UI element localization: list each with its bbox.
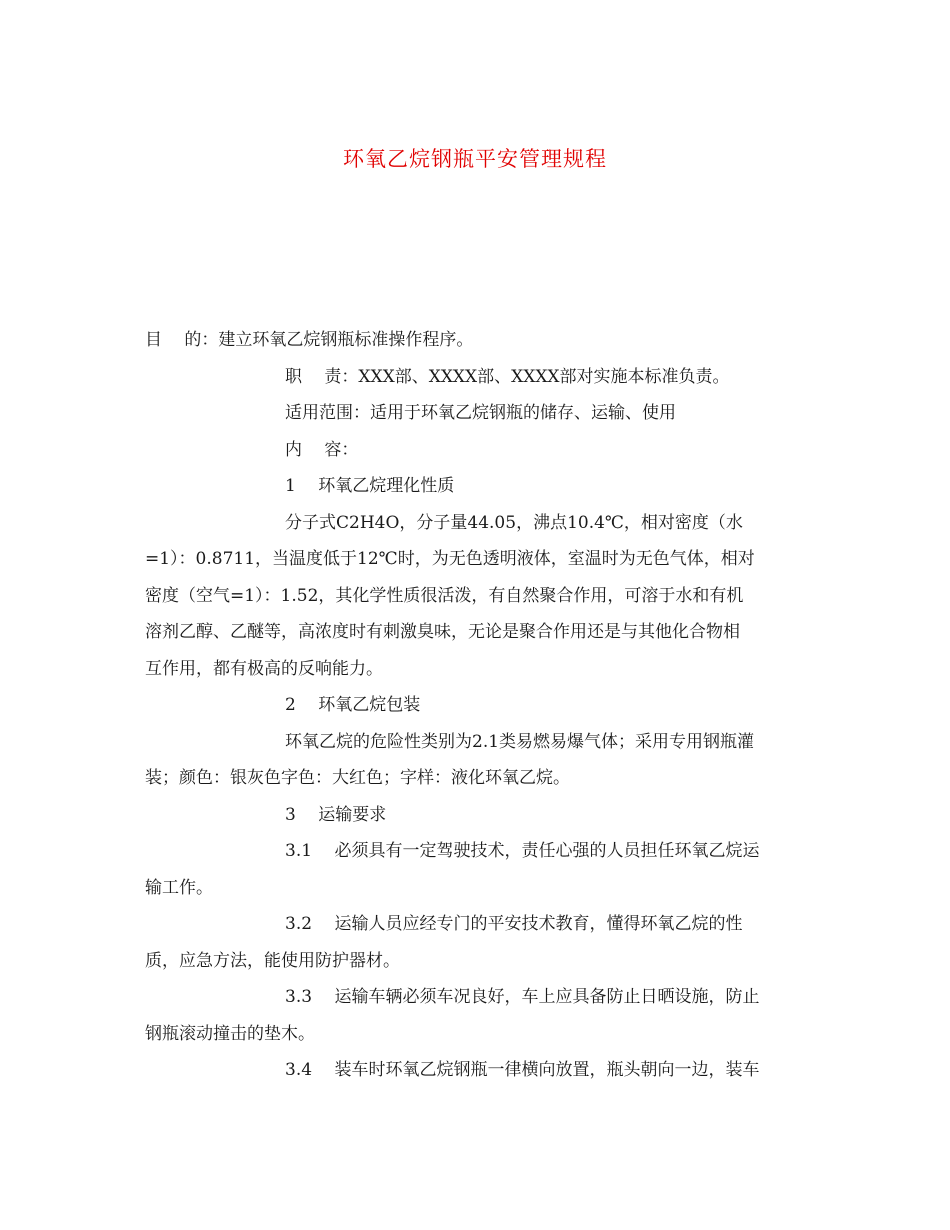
document-body: [145, 322, 805, 1089]
paragraph-line: 溶剂乙醇、乙醚等，高浓度时有刺激臭味，无论是聚合作用还是与其他化合物相: [145, 622, 740, 642]
document-title: 环氧乙烷钢瓶平安管理规程: [343, 147, 607, 171]
content-heading: 内 容：: [285, 439, 359, 460]
paragraph-line: 装；颜色：银灰色字色：大红色；字样：液化环氧乙烷。: [145, 768, 570, 788]
section-2-heading: 2 环氧乙烷包装: [285, 695, 421, 715]
section-1-heading: 1 环氧乙烷理化性质: [285, 476, 455, 496]
purpose-line: 目 的：建立环氧乙烷钢瓶标准操作程序。: [145, 330, 474, 350]
item-3-2-line: 3.2 运输人员应经专门的平安技术教育，懂得环氧乙烷的性: [285, 914, 743, 934]
paragraph-line: 分子式C2H4O，分子量44.05，沸点10.4℃，相对密度（水: [285, 512, 743, 533]
responsibility-line: 职 责：XXX部、XXXX部、XXXX部对实施本标准负责。: [285, 366, 730, 387]
item-3-3-line: 3.3 运输车辆必须车况良好，车上应具备防止日晒设施，防止: [285, 987, 760, 1007]
item-3-1-continuation: 输工作。: [145, 877, 213, 898]
item-3-2-continuation: 质，应急方法，能使用防护器材。: [145, 950, 400, 971]
paragraph-line: 密度（空气=1）：1.52，其化学性质很活泼，有自然聚合作用，可溶于水和有机: [145, 585, 744, 606]
item-3-4-line: 3.4 装车时环氧乙烷钢瓶一律横向放置，瓶头朝向一边，装车: [285, 1060, 760, 1080]
section-3-heading: 3 运输要求: [285, 804, 387, 825]
paragraph-line: 环氧乙烷的危险性类别为2.1类易燃易爆气体；采用专用钢瓶灌: [285, 731, 755, 752]
paragraph-line: 互作用，都有极高的反响能力。: [145, 658, 383, 679]
item-3-1-line: 3.1 必须具有一定驾驶技术，责任心强的人员担任环氧乙烷运: [285, 841, 760, 861]
item-3-3-continuation: 钢瓶滚动撞击的垫木。: [145, 1023, 315, 1044]
paragraph-line: =1）：0.8711，当温度低于12℃时，为无色透明液体，室温时为无色气体，相对: [145, 549, 755, 569]
scope-line: 适用范围：适用于环氧乙烷钢瓶的储存、运输、使用: [285, 403, 676, 423]
